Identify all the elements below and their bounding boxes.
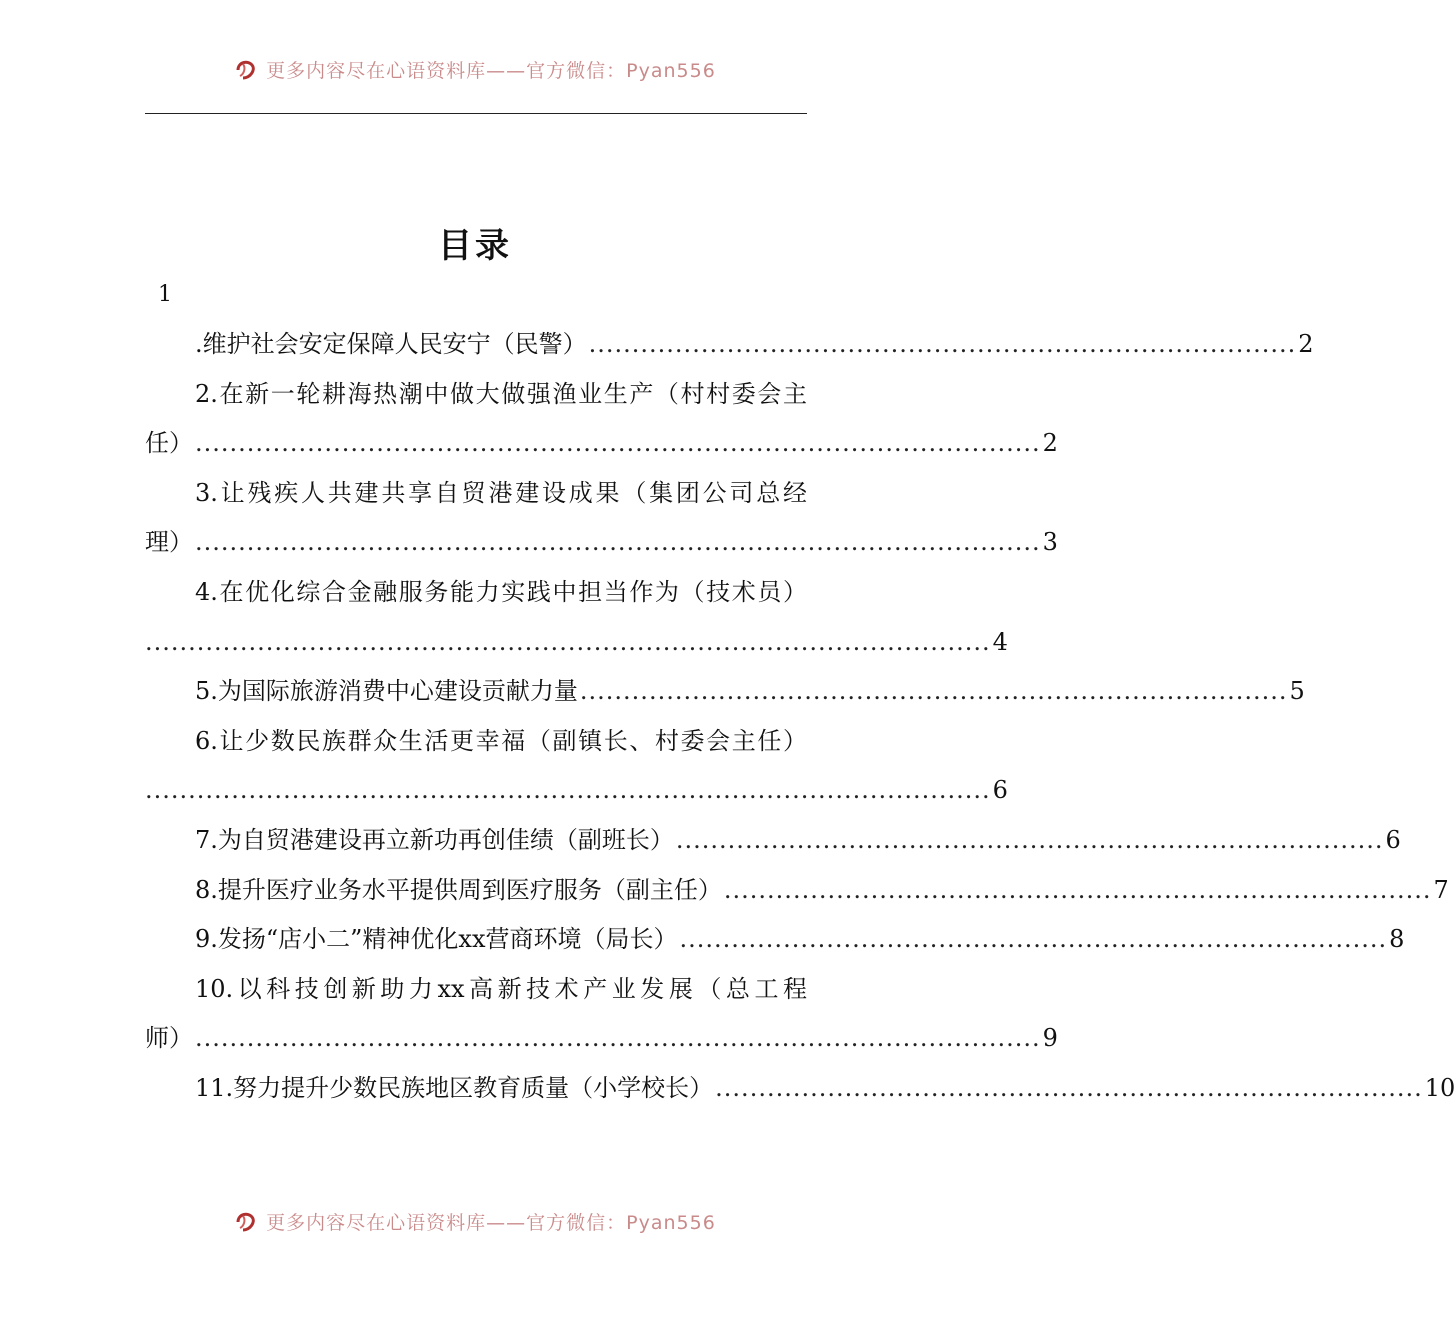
toc-leader-dots: ..................................................................................	[675, 825, 1384, 854]
toc-entry-1[interactable]	[145, 320, 1314, 370]
logo-icon	[234, 56, 260, 82]
toc-leader-dots: ..................................................................................................	[195, 528, 1041, 557]
toc-leader-dots: ..................................................................................	[579, 677, 1288, 706]
toc-leader-dots: ..................................................................................	[588, 330, 1297, 358]
toc-entry-text: 4.在优化综合金融服务能力实践中担当作为（技术员）	[195, 577, 807, 606]
toc-entry-5[interactable]	[145, 667, 1305, 717]
toc-leader-dots: ..................................................................................................	[145, 776, 991, 805]
toc-entry-text: 3.让残疾人共建共享自贸港建设成果（集团公司总经	[195, 478, 807, 507]
toc-page-number: 5	[1289, 677, 1305, 706]
toc-leader-dots: ..................................................................................	[679, 925, 1388, 954]
header-banner-text: 更多内容尽在心语资料库——官方微信：Pyan556	[266, 59, 716, 82]
toc-entry-text: 9.发扬“店小二”精神优化xx营商环境（局长）	[195, 925, 678, 954]
toc-entry-text: 11.努力提升少数民族地区教育质量（小学校长）	[195, 1073, 714, 1102]
toc-leader-dots: ..................................................................................	[715, 1073, 1423, 1102]
toc-entry-text: 2.在新一轮耕海热潮中做大做强渔业生产（村村委会主	[195, 379, 807, 408]
toc-leader-dots: ..................................................................................................	[145, 627, 991, 656]
toc-leader-dots: ..................................................................................	[723, 875, 1432, 904]
toc-page-number: 9	[1042, 1024, 1058, 1053]
footer-banner-text: 更多内容尽在心语资料库——官方微信：Pyan556	[266, 1211, 716, 1234]
toc-entry-text: 6.让少数民族群众生活更幸福（副镇长、村委会主任）	[195, 726, 807, 755]
toc-entry-11[interactable]	[145, 1064, 1455, 1114]
toc-entry-text: 10.以科技创新助力xx高新技术产业发展（总工程	[195, 974, 807, 1003]
table-of-contents	[145, 320, 1455, 1114]
toc-page-number: 3	[1042, 528, 1058, 557]
toc-entry-text: 任）	[145, 429, 193, 458]
toc-entry-text: 7.为自贸港建设再立新功再创佳绩（副班长）	[195, 825, 674, 854]
toc-entry-7[interactable]	[145, 816, 1401, 866]
toc-entry-10-line1[interactable]	[145, 965, 807, 1015]
toc-entry-6-line2[interactable]	[145, 766, 1008, 816]
page-title: 目录	[438, 226, 512, 266]
footer-banner	[0, 1206, 950, 1236]
toc-entry-4-line2[interactable]	[145, 618, 1008, 668]
toc-entry-text: 5.为国际旅游消费中心建设贡献力量	[195, 677, 578, 706]
toc-entry-3-line2[interactable]	[145, 518, 1058, 568]
toc-entry-text: 理）	[145, 528, 193, 557]
toc-page-number: 7	[1433, 875, 1449, 904]
logo-icon	[234, 1208, 260, 1234]
toc-leader-dots: ..................................................................................................	[195, 429, 1041, 458]
toc-page-number: 2	[1042, 429, 1058, 458]
toc-page-number: 6	[1385, 825, 1401, 854]
toc-entry-text: 师）	[145, 1024, 193, 1053]
stray-number: 1	[158, 282, 172, 307]
toc-entry-10-line2[interactable]	[145, 1014, 1058, 1064]
toc-entry-2-line2[interactable]	[145, 419, 1058, 469]
toc-entry-4-line1[interactable]	[145, 568, 807, 618]
toc-leader-dots: ..................................................................................................	[195, 1024, 1041, 1053]
toc-entry-text: 8.提升医疗业务水平提供周到医疗服务（副主任）	[195, 875, 722, 904]
toc-entry-8[interactable]	[145, 866, 1449, 916]
toc-page-number: 4	[992, 627, 1008, 656]
toc-entry-6-line1[interactable]	[145, 717, 807, 767]
toc-entry-text: .维护社会安定保障人民安宁（民警）	[195, 330, 587, 358]
toc-page-number: 6	[992, 776, 1008, 805]
toc-entry-3-line1[interactable]	[145, 469, 807, 519]
header-rule	[145, 113, 807, 114]
toc-page-number: 2	[1298, 330, 1314, 358]
header-banner	[0, 54, 950, 84]
toc-entry-2-line1[interactable]	[145, 370, 807, 420]
toc-page-number: 8	[1389, 925, 1405, 954]
toc-entry-9[interactable]	[145, 915, 1405, 965]
toc-page-number: 10	[1424, 1073, 1455, 1102]
